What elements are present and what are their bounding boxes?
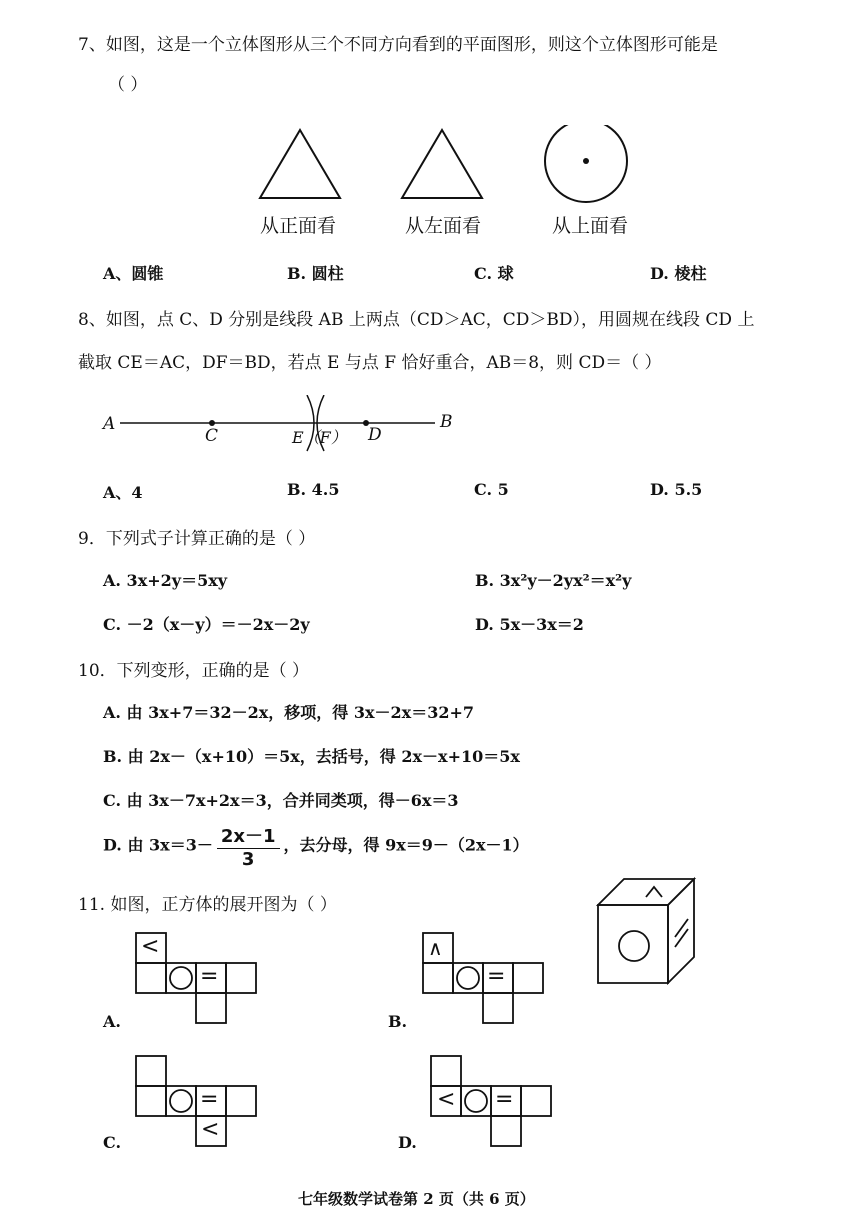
q9-option-a: A. 3x+2y＝5xy — [103, 571, 228, 590]
q7-option-d: D. 棱柱 — [650, 264, 707, 283]
q7-option-b: B. 圆柱 — [287, 264, 344, 283]
q7-view-figures — [255, 125, 655, 205]
q10-option-d-suffix: ，去分母，得 9x＝9－（2x－1） — [283, 835, 529, 855]
q10-option-c: C. 由 3x－7x+2x＝3，合并同类项，得－6x＝3 — [103, 791, 459, 810]
q11-stem: 11. 如图，正方体的展开图为（ ） — [78, 895, 337, 915]
q11-option-d: D. — [398, 1133, 417, 1152]
q10-option-d-prefix: D. 由 3x＝3－ — [103, 835, 213, 855]
net-a-less-symbol: < — [141, 934, 160, 959]
q7-stem: 7、如图，这是一个立体图形从三个不同方向看到的平面图形，则这个立体图形可能是 — [78, 35, 718, 55]
cube-front-face — [598, 905, 668, 983]
q9-option-c: C. －2（x－y）＝－2x－2y — [103, 615, 310, 634]
q11-option-b: B. — [388, 1012, 408, 1031]
q10-option-d-fraction — [217, 822, 280, 870]
q7-view-top: 从上面看 — [552, 215, 629, 237]
q8-option-b: B. 4.5 — [287, 480, 340, 499]
q8-label-a: A — [103, 414, 116, 434]
q8-segment-figure — [100, 395, 470, 455]
q8-line2: 截取 CE＝AC，DF＝BD，若点 E 与点 F 恰好重合，AB＝8，则 CD＝（ ） — [78, 353, 662, 373]
left-view-triangle — [402, 130, 482, 198]
q8-option-a: A、4 — [103, 483, 143, 502]
net-b-equal-symbol: = — [487, 964, 506, 989]
q7-paren: （ ） — [108, 75, 148, 95]
q8-option-c: C. 5 — [474, 480, 509, 499]
cube-equal-line-2 — [675, 929, 688, 947]
q9-option-d: D. 5x－3x＝2 — [475, 615, 584, 634]
top-view-center-dot — [583, 158, 589, 164]
net-b-caret-symbol: ∧ — [428, 936, 443, 960]
q11-net-c — [133, 1053, 258, 1153]
page-footer: 七年级数学试卷第 2 页（共 6 页） — [298, 1190, 535, 1208]
q11-cube-figure — [596, 875, 701, 990]
q9-option-b: B. 3x²y－2yx²＝x²y — [475, 571, 632, 590]
q11-option-c: C. — [103, 1133, 122, 1152]
cube-right-face — [668, 879, 694, 983]
q8-option-d: D. 5.5 — [650, 480, 703, 499]
front-view-triangle — [260, 130, 340, 198]
net-a-equal-symbol: = — [200, 964, 219, 989]
q7-view-left: 从左面看 — [405, 215, 482, 237]
q7-option-a: A、圆锥 — [103, 264, 164, 283]
net-d-less-symbol: < — [437, 1087, 456, 1112]
q8-label-ef: E（F） — [292, 428, 347, 447]
q8-label-b: B — [440, 412, 453, 432]
q8-line1: 8、如图，点 C、D 分别是线段 AB 上两点（CD＞AC，CD＞BD），用圆规在线段 CD 上 — [78, 310, 755, 330]
q10-option-d — [103, 822, 529, 870]
q10-stem: 10．下列变形，正确的是（ ） — [78, 661, 310, 681]
net-c-equal-symbol: = — [200, 1087, 219, 1112]
q8-label-c: C — [205, 426, 219, 446]
net-d-equal-symbol: = — [495, 1087, 514, 1112]
cube-caret-symbol — [646, 887, 662, 897]
q10-option-a: A. 由 3x+7＝32－2x，移项，得 3x－2x＝32+7 — [103, 703, 474, 722]
q7-option-c: C. 球 — [474, 264, 514, 283]
cube-circle-symbol — [619, 931, 649, 961]
cube-top-face — [598, 879, 694, 905]
cube-equal-line-1 — [675, 919, 688, 937]
fraction-numerator: 2x－1 — [217, 822, 280, 849]
fraction-denominator: 3 — [241, 849, 255, 870]
q8-label-d: D — [368, 425, 382, 445]
q11-option-a: A. — [103, 1012, 121, 1031]
net-c-less-symbol: < — [201, 1117, 220, 1142]
q10-option-b: B. 由 2x－（x+10）＝5x，去括号，得 2x－x+10＝5x — [103, 747, 520, 766]
q7-view-front: 从正面看 — [260, 215, 337, 237]
q9-stem: 9．下列式子计算正确的是（ ） — [78, 529, 316, 549]
